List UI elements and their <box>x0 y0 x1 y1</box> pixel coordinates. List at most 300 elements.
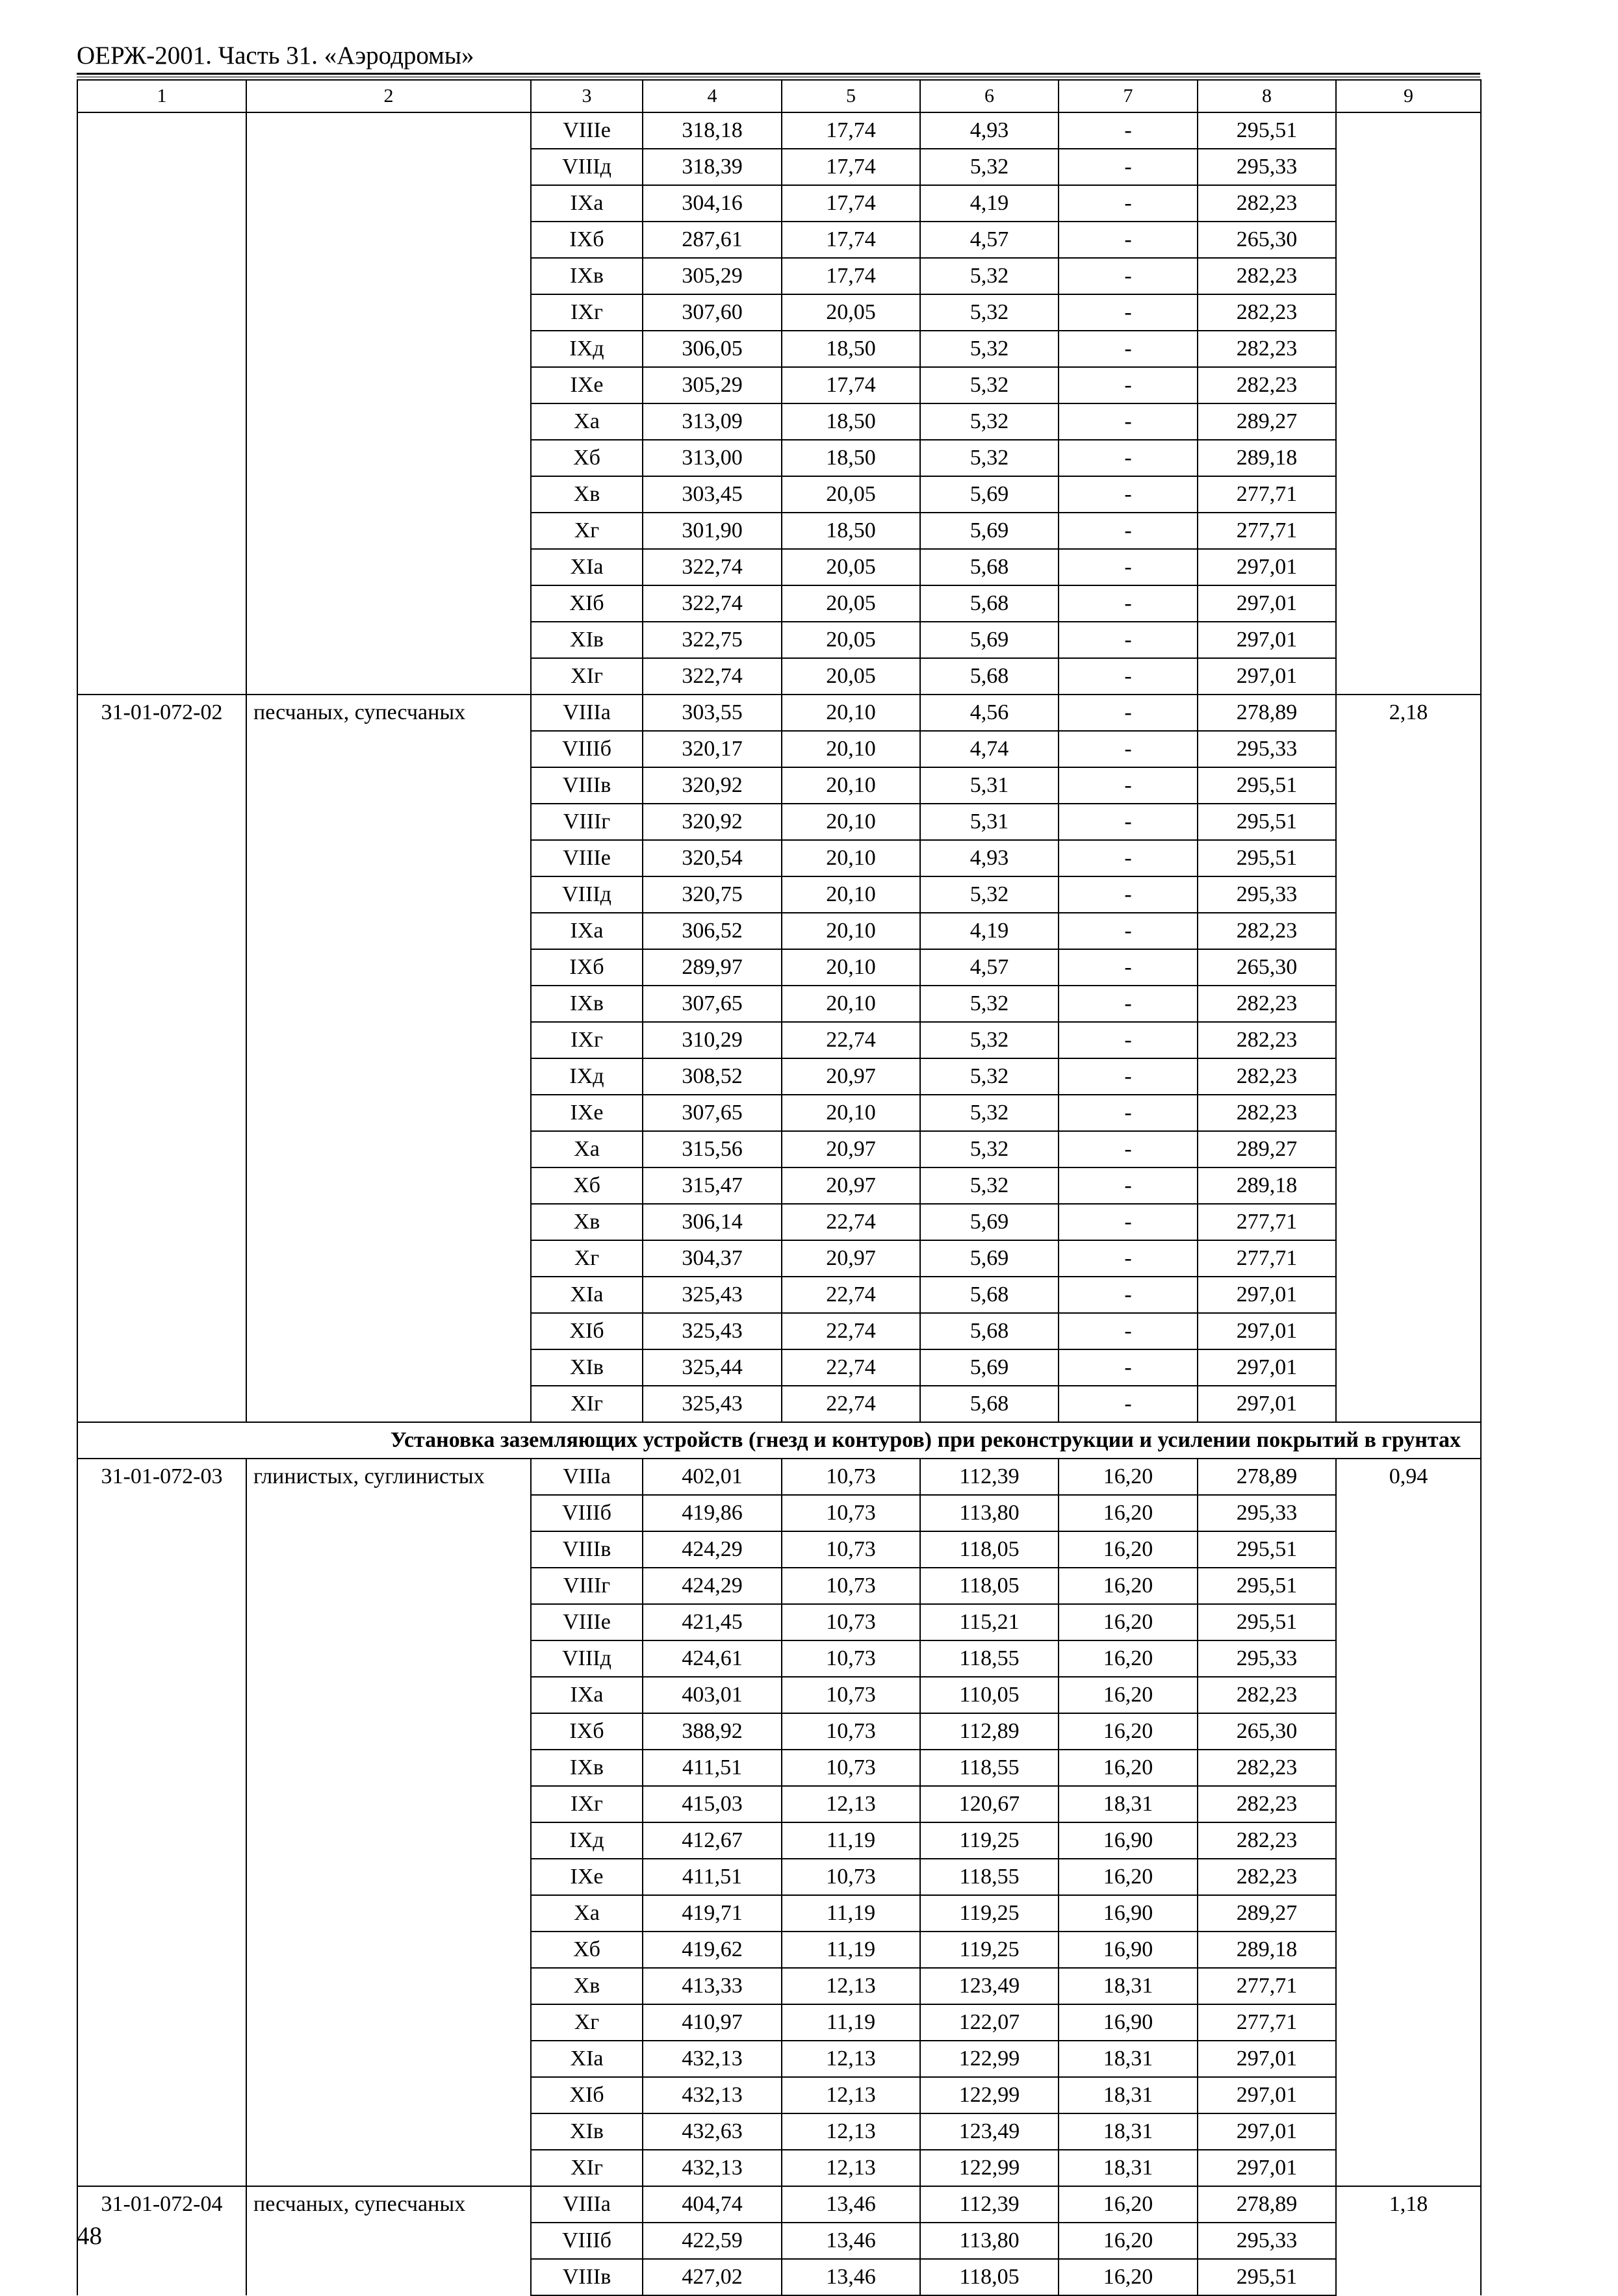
table-cell: 432,13 <box>643 2077 782 2113</box>
table-cell: 4,57 <box>920 949 1059 986</box>
table-cell: 277,71 <box>1198 1240 1336 1277</box>
table-cell: 11,19 <box>782 1822 920 1859</box>
table-cell: VIIIг <box>531 804 643 840</box>
table-cell: 295,51 <box>1198 112 1336 149</box>
table-cell: VIIIв <box>531 767 643 804</box>
table-cell: IXг <box>531 294 643 331</box>
table-cell: 297,01 <box>1198 658 1336 695</box>
table-cell: 432,63 <box>643 2113 782 2150</box>
norm-code: 31-01-072-04 <box>77 2186 246 2295</box>
table-cell: Xа <box>531 403 643 440</box>
table-cell: 289,97 <box>643 949 782 986</box>
table-cell: - <box>1059 767 1198 804</box>
norm-code <box>77 112 246 695</box>
table-cell: - <box>1059 258 1198 294</box>
table-cell: - <box>1059 1240 1198 1277</box>
table-cell: 320,17 <box>643 731 782 767</box>
table-cell: 5,69 <box>920 513 1059 549</box>
table-cell: VIIIд <box>531 876 643 913</box>
table-cell: 5,69 <box>920 476 1059 513</box>
table-cell: 322,74 <box>643 585 782 622</box>
table-cell: 277,71 <box>1198 2004 1336 2041</box>
soil-type: песчаных, супесчаных <box>246 2186 531 2295</box>
table-cell: - <box>1059 1204 1198 1240</box>
table-cell: 305,29 <box>643 258 782 294</box>
table-cell: 22,74 <box>782 1022 920 1058</box>
table-cell: 265,30 <box>1198 1713 1336 1750</box>
table-cell: 5,68 <box>920 1313 1059 1349</box>
table-cell: IXб <box>531 949 643 986</box>
table-cell: - <box>1059 185 1198 222</box>
table-cell: 282,23 <box>1198 1058 1336 1095</box>
table-cell: 4,19 <box>920 913 1059 949</box>
table-cell: VIIIв <box>531 1531 643 1568</box>
table-cell: 307,60 <box>643 294 782 331</box>
table-cell: - <box>1059 913 1198 949</box>
table-cell: VIIIе <box>531 112 643 149</box>
column-number: 3 <box>531 80 643 112</box>
table-cell: 20,05 <box>782 585 920 622</box>
table-cell: 16,90 <box>1059 1822 1198 1859</box>
table-cell: 115,21 <box>920 1604 1059 1640</box>
table-cell: 20,05 <box>782 658 920 695</box>
table-cell: 17,74 <box>782 367 920 403</box>
table-cell: 122,99 <box>920 2041 1059 2077</box>
norm-code: 31-01-072-02 <box>77 695 246 1422</box>
table-cell: 5,32 <box>920 986 1059 1022</box>
table-cell: 5,32 <box>920 1095 1059 1131</box>
table-cell: 322,75 <box>643 622 782 658</box>
table-cell: 295,51 <box>1198 804 1336 840</box>
table-cell: 308,52 <box>643 1058 782 1095</box>
coefficient: 1,18 <box>1336 2186 1481 2295</box>
table-cell: - <box>1059 1131 1198 1167</box>
table-cell: 295,33 <box>1198 1495 1336 1531</box>
column-number-row <box>77 80 1481 112</box>
table-cell: 402,01 <box>643 1459 782 1495</box>
table-cell: 265,30 <box>1198 222 1336 258</box>
table-cell: 18,31 <box>1059 2041 1198 2077</box>
table-cell: - <box>1059 1095 1198 1131</box>
table-cell: IXв <box>531 258 643 294</box>
table-cell: 295,33 <box>1198 1640 1336 1677</box>
table-cell: 13,46 <box>782 2186 920 2223</box>
table-cell: XIв <box>531 2113 643 2150</box>
table-cell: 20,97 <box>782 1167 920 1204</box>
table-cell: - <box>1059 695 1198 731</box>
table-cell: 118,05 <box>920 2259 1059 2295</box>
table-cell: 315,56 <box>643 1131 782 1167</box>
table-cell: - <box>1059 513 1198 549</box>
table-cell: 282,23 <box>1198 1677 1336 1713</box>
table-cell: 278,89 <box>1198 2186 1336 2223</box>
column-number: 7 <box>1059 80 1198 112</box>
table-cell: 17,74 <box>782 149 920 185</box>
table-cell: IXа <box>531 185 643 222</box>
table-cell: 123,49 <box>920 2113 1059 2150</box>
table-cell: - <box>1059 549 1198 585</box>
table-cell: 16,20 <box>1059 1859 1198 1895</box>
table-cell: 5,32 <box>920 149 1059 185</box>
table-cell: 282,23 <box>1198 1095 1336 1131</box>
table-cell: 297,01 <box>1198 622 1336 658</box>
table-cell: 20,10 <box>782 1095 920 1131</box>
table-cell: VIIIд <box>531 1640 643 1677</box>
table-cell: 297,01 <box>1198 1349 1336 1386</box>
table-cell: 5,32 <box>920 440 1059 476</box>
table-cell: 122,99 <box>920 2077 1059 2113</box>
table-cell: IXд <box>531 331 643 367</box>
table-cell: XIв <box>531 1349 643 1386</box>
table-cell: 315,47 <box>643 1167 782 1204</box>
table-cell: 16,90 <box>1059 2004 1198 2041</box>
table-cell: 297,01 <box>1198 2077 1336 2113</box>
table-cell: 112,39 <box>920 1459 1059 1495</box>
table-cell: VIIIв <box>531 2259 643 2295</box>
column-number: 8 <box>1198 80 1336 112</box>
table-cell: 5,32 <box>920 331 1059 367</box>
table-cell: 313,09 <box>643 403 782 440</box>
table-cell: 282,23 <box>1198 913 1336 949</box>
table-cell: 282,23 <box>1198 258 1336 294</box>
page-header: ОЕРЖ-2001. Часть 31. «Аэродромы» <box>77 42 474 70</box>
table-cell: - <box>1059 840 1198 876</box>
soil-type <box>246 112 531 695</box>
table-cell: 10,73 <box>782 1859 920 1895</box>
table-cell: 325,43 <box>643 1313 782 1349</box>
page-number: 48 <box>77 2222 102 2250</box>
table-cell: 322,74 <box>643 658 782 695</box>
table-cell: 11,19 <box>782 1932 920 1968</box>
table-cell: 16,20 <box>1059 1531 1198 1568</box>
table-cell: Xг <box>531 513 643 549</box>
table-cell: 113,80 <box>920 2223 1059 2259</box>
table-cell: - <box>1059 1386 1198 1422</box>
table-cell: 16,90 <box>1059 1932 1198 1968</box>
table-cell: XIв <box>531 622 643 658</box>
table-cell: 112,89 <box>920 1713 1059 1750</box>
table-cell: 411,51 <box>643 1750 782 1786</box>
table-cell: 313,00 <box>643 440 782 476</box>
table-cell: 411,51 <box>643 1859 782 1895</box>
table-cell: 421,45 <box>643 1604 782 1640</box>
table-cell: 10,73 <box>782 1750 920 1786</box>
table-cell: 289,18 <box>1198 440 1336 476</box>
table-cell: - <box>1059 112 1198 149</box>
table-cell: 297,01 <box>1198 585 1336 622</box>
table-cell: 123,49 <box>920 1968 1059 2004</box>
table-cell: IXа <box>531 1677 643 1713</box>
table-cell: 16,20 <box>1059 1713 1198 1750</box>
table-cell: - <box>1059 331 1198 367</box>
table-cell: 424,61 <box>643 1640 782 1677</box>
table-cell: 122,99 <box>920 2150 1059 2186</box>
table-cell: Xб <box>531 1167 643 1204</box>
table-cell: 22,74 <box>782 1349 920 1386</box>
table-cell: 5,68 <box>920 658 1059 695</box>
table-cell: 17,74 <box>782 258 920 294</box>
table-cell: 5,32 <box>920 258 1059 294</box>
table-cell: Xв <box>531 476 643 513</box>
table-cell: 282,23 <box>1198 1786 1336 1822</box>
column-number: 1 <box>77 80 246 112</box>
table-cell: 289,27 <box>1198 1131 1336 1167</box>
table-cell: 295,51 <box>1198 1604 1336 1640</box>
table-cell: 10,73 <box>782 1495 920 1531</box>
table-cell: 16,20 <box>1059 2223 1198 2259</box>
table-cell: 5,32 <box>920 1131 1059 1167</box>
table-cell: 297,01 <box>1198 2113 1336 2150</box>
table-cell: 17,74 <box>782 222 920 258</box>
table-cell: - <box>1059 1167 1198 1204</box>
table-cell: 20,05 <box>782 294 920 331</box>
table-cell: XIа <box>531 2041 643 2077</box>
table-cell: 265,30 <box>1198 949 1336 986</box>
table-cell: 282,23 <box>1198 1859 1336 1895</box>
table-cell: 297,01 <box>1198 1386 1336 1422</box>
table-cell: 16,20 <box>1059 2259 1198 2295</box>
table-cell: 306,14 <box>643 1204 782 1240</box>
table-cell: 20,05 <box>782 549 920 585</box>
table-cell: 295,33 <box>1198 2223 1336 2259</box>
table-cell: 289,27 <box>1198 1895 1336 1932</box>
table-cell: 20,10 <box>782 767 920 804</box>
table-cell: 388,92 <box>643 1713 782 1750</box>
table-cell: 419,62 <box>643 1932 782 1968</box>
table-cell: IXе <box>531 1095 643 1131</box>
table-cell: 20,05 <box>782 476 920 513</box>
table-cell: VIIIа <box>531 1459 643 1495</box>
column-number: 2 <box>246 80 531 112</box>
table-cell: 432,13 <box>643 2041 782 2077</box>
table-cell: - <box>1059 1313 1198 1349</box>
table-cell: VIIIд <box>531 149 643 185</box>
table-cell: 282,23 <box>1198 1750 1336 1786</box>
table-cell: IXб <box>531 222 643 258</box>
column-number: 9 <box>1336 80 1481 112</box>
table-cell: 18,31 <box>1059 2150 1198 2186</box>
table-cell: IXе <box>531 1859 643 1895</box>
table-cell: 119,25 <box>920 1822 1059 1859</box>
table-cell: 10,73 <box>782 1677 920 1713</box>
table-cell: 120,67 <box>920 1786 1059 1822</box>
table-cell: 282,23 <box>1198 185 1336 222</box>
column-number: 4 <box>643 80 782 112</box>
table-cell: IXе <box>531 367 643 403</box>
column-number: 5 <box>782 80 920 112</box>
table-cell: 303,45 <box>643 476 782 513</box>
table-cell: - <box>1059 440 1198 476</box>
table-cell: 5,69 <box>920 1240 1059 1277</box>
table-cell: 119,25 <box>920 1895 1059 1932</box>
table-cell: Xг <box>531 2004 643 2041</box>
table-cell: - <box>1059 804 1198 840</box>
table-row <box>77 1459 1481 1495</box>
table-cell: IXд <box>531 1058 643 1095</box>
table-cell: 5,31 <box>920 767 1059 804</box>
table-cell: 278,89 <box>1198 695 1336 731</box>
table-cell: 303,55 <box>643 695 782 731</box>
table-cell: 295,51 <box>1198 1531 1336 1568</box>
table-cell: - <box>1059 1058 1198 1095</box>
table-cell: 18,50 <box>782 440 920 476</box>
table-cell: 325,43 <box>643 1386 782 1422</box>
table-cell: 5,31 <box>920 804 1059 840</box>
table-cell: 118,55 <box>920 1859 1059 1895</box>
table-cell: IXд <box>531 1822 643 1859</box>
table-cell: 289,27 <box>1198 403 1336 440</box>
table-cell: 4,93 <box>920 112 1059 149</box>
table-cell: 297,01 <box>1198 1277 1336 1313</box>
table-cell: 297,01 <box>1198 1313 1336 1349</box>
table-cell: 404,74 <box>643 2186 782 2223</box>
table-cell: 12,13 <box>782 2150 920 2186</box>
table-cell: 432,13 <box>643 2150 782 2186</box>
table-cell: 427,02 <box>643 2259 782 2295</box>
table-cell: - <box>1059 585 1198 622</box>
table-cell: VIIIа <box>531 2186 643 2223</box>
table-cell: 22,74 <box>782 1313 920 1349</box>
table-cell: - <box>1059 876 1198 913</box>
table-cell: 320,92 <box>643 804 782 840</box>
header-rule <box>77 73 1480 75</box>
table-cell: 306,05 <box>643 331 782 367</box>
table-cell: 118,55 <box>920 1750 1059 1786</box>
table-cell: IXг <box>531 1786 643 1822</box>
table-cell: 5,32 <box>920 294 1059 331</box>
table-cell: - <box>1059 658 1198 695</box>
table-cell: 282,23 <box>1198 367 1336 403</box>
table-cell: 20,10 <box>782 804 920 840</box>
table-cell: 307,65 <box>643 1095 782 1131</box>
table-cell: 310,29 <box>643 1022 782 1058</box>
table-row <box>77 2186 1481 2223</box>
table-cell: XIб <box>531 1313 643 1349</box>
table-cell: IXа <box>531 913 643 949</box>
table-cell: 413,33 <box>643 1968 782 2004</box>
table-cell: Xв <box>531 1204 643 1240</box>
table-cell: 5,32 <box>920 1058 1059 1095</box>
table-cell: 297,01 <box>1198 2041 1336 2077</box>
table-cell: 306,52 <box>643 913 782 949</box>
table-cell: XIг <box>531 1386 643 1422</box>
coefficient <box>1336 112 1481 695</box>
table-cell: 16,20 <box>1059 1495 1198 1531</box>
table-cell: 18,50 <box>782 513 920 549</box>
table-cell: 18,31 <box>1059 1968 1198 2004</box>
table-cell: 20,97 <box>782 1131 920 1167</box>
table-cell: XIа <box>531 1277 643 1313</box>
table-cell: 18,31 <box>1059 2077 1198 2113</box>
table-cell: - <box>1059 1349 1198 1386</box>
table-cell: 415,03 <box>643 1786 782 1822</box>
table-cell: 20,97 <box>782 1058 920 1095</box>
price-table <box>77 79 1482 2296</box>
section-title: Установка заземляющих устройств (гнезд и контуров) при реконструкции и усилении покрытий в грунтах <box>77 1422 1481 1459</box>
table-cell: 22,74 <box>782 1277 920 1313</box>
table-cell: 403,01 <box>643 1677 782 1713</box>
table-cell: VIIIе <box>531 840 643 876</box>
table-cell: 5,69 <box>920 1349 1059 1386</box>
table-cell: 295,51 <box>1198 2259 1336 2295</box>
table-cell: 20,10 <box>782 840 920 876</box>
table-cell: 11,19 <box>782 2004 920 2041</box>
table-cell: 118,55 <box>920 1640 1059 1677</box>
table-cell: 12,13 <box>782 2077 920 2113</box>
table-cell: 5,69 <box>920 622 1059 658</box>
table-cell: 16,20 <box>1059 1640 1198 1677</box>
soil-type: песчаных, супесчаных <box>246 695 531 1422</box>
table-cell: Xв <box>531 1968 643 2004</box>
table-cell: 301,90 <box>643 513 782 549</box>
table-cell: 5,32 <box>920 876 1059 913</box>
table-cell: 320,75 <box>643 876 782 913</box>
table-cell: 422,59 <box>643 2223 782 2259</box>
table-cell: 424,29 <box>643 1531 782 1568</box>
table-cell: 10,73 <box>782 1531 920 1568</box>
table-cell: 282,23 <box>1198 986 1336 1022</box>
column-number: 6 <box>920 80 1059 112</box>
table-cell: IXв <box>531 1750 643 1786</box>
table-cell: 320,54 <box>643 840 782 876</box>
table-cell: - <box>1059 986 1198 1022</box>
table-cell: 18,31 <box>1059 1786 1198 1822</box>
table-cell: 295,33 <box>1198 731 1336 767</box>
coefficient: 2,18 <box>1336 695 1481 1422</box>
table-cell: 18,50 <box>782 403 920 440</box>
table-cell: 5,32 <box>920 403 1059 440</box>
table-cell: 16,20 <box>1059 1459 1198 1495</box>
table-cell: 325,43 <box>643 1277 782 1313</box>
table-cell: IXб <box>531 1713 643 1750</box>
table-cell: 16,20 <box>1059 1677 1198 1713</box>
table-cell: 307,65 <box>643 986 782 1022</box>
table-cell: - <box>1059 403 1198 440</box>
table-cell: - <box>1059 949 1198 986</box>
table-cell: VIIIб <box>531 1495 643 1531</box>
table-cell: 122,07 <box>920 2004 1059 2041</box>
table-cell: 5,68 <box>920 549 1059 585</box>
table-cell: XIа <box>531 549 643 585</box>
table-cell: 20,10 <box>782 949 920 986</box>
table-cell: IXг <box>531 1022 643 1058</box>
table-cell: Xб <box>531 1932 643 1968</box>
table-cell: XIб <box>531 2077 643 2113</box>
table-cell: - <box>1059 476 1198 513</box>
table-cell: 20,10 <box>782 986 920 1022</box>
table-cell: 12,13 <box>782 1968 920 2004</box>
table-cell: 12,13 <box>782 2113 920 2150</box>
table-cell: 10,73 <box>782 1713 920 1750</box>
table-cell: 289,18 <box>1198 1932 1336 1968</box>
table-cell: XIг <box>531 2150 643 2186</box>
norm-code: 31-01-072-03 <box>77 1459 246 2186</box>
table-cell: 295,51 <box>1198 767 1336 804</box>
table-cell: 277,71 <box>1198 476 1336 513</box>
table-cell: 304,16 <box>643 185 782 222</box>
table-cell: 282,23 <box>1198 1022 1336 1058</box>
table-cell: VIIIа <box>531 695 643 731</box>
table-cell: 20,10 <box>782 731 920 767</box>
table-cell: 118,05 <box>920 1531 1059 1568</box>
table-cell: 10,73 <box>782 1640 920 1677</box>
table-cell: 10,73 <box>782 1459 920 1495</box>
table-cell: - <box>1059 367 1198 403</box>
table-cell: 113,80 <box>920 1495 1059 1531</box>
table-cell: 277,71 <box>1198 1204 1336 1240</box>
table-cell: 278,89 <box>1198 1459 1336 1495</box>
table-cell: - <box>1059 1022 1198 1058</box>
